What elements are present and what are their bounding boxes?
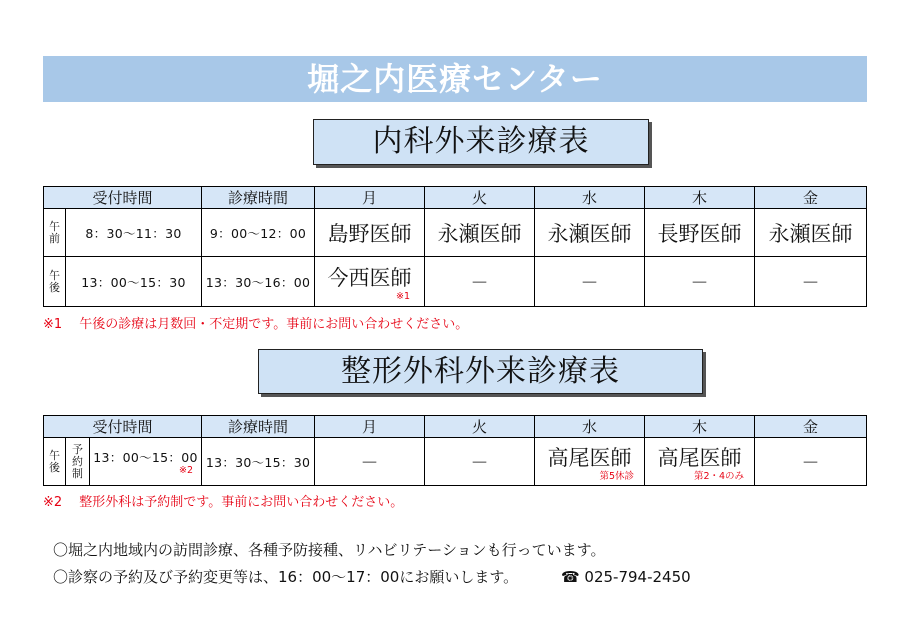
reservation-label: 予 約 制 — [66, 438, 90, 486]
internal-medicine-title: 内科外来診療表 — [313, 119, 649, 165]
pm-doctor-wed: － — [535, 257, 645, 307]
am-doctor-fri: 永瀬医師 — [755, 209, 867, 257]
phone-icon: ☎ — [560, 568, 580, 586]
header-reception-time: 受付時間 — [44, 187, 202, 209]
table-row-am — [44, 209, 867, 257]
ortho-doctor-mon: － — [315, 438, 425, 486]
pm-doctor-mon-cell — [315, 257, 425, 307]
ortho-doctor-thu-cell — [645, 438, 755, 486]
ortho-doctor-wed-cell — [535, 438, 645, 486]
am-doctor-wed: 永瀬医師 — [535, 209, 645, 257]
ortho-doctor-wed-note: 第5休診 — [599, 470, 635, 482]
header-wed: 水 — [535, 187, 645, 209]
ortho-pm-label: 午 後 — [44, 438, 66, 486]
ortho-doctor-thu: 高尾医師 — [657, 445, 742, 470]
phone-number: 025-794-2450 — [584, 568, 691, 586]
header-tue: 火 — [425, 187, 535, 209]
header-fri: 金 — [755, 187, 867, 209]
orthopedics-schedule-table — [43, 415, 867, 486]
phone-contact — [561, 568, 691, 586]
header-thu: 木 — [645, 416, 755, 438]
ortho-doctor-fri: － — [755, 438, 867, 486]
ortho-doctor-tue: － — [425, 438, 535, 486]
pm-doctor-mon: 今西医師 — [327, 265, 412, 290]
ortho-doctor-wed: 高尾医師 — [547, 445, 632, 470]
header-wed: 水 — [535, 416, 645, 438]
orthopedics-title: 整形外科外来診療表 — [258, 349, 703, 394]
pm-doctor-tue: － — [425, 257, 535, 307]
header-consult-time: 診療時間 — [202, 416, 315, 438]
pm-doctor-fri: － — [755, 257, 867, 307]
am-doctor-tue: 永瀬医師 — [425, 209, 535, 257]
center-name-banner: 堀之内医療センター — [43, 56, 867, 102]
am-label: 午 前 — [44, 209, 66, 257]
ortho-reception-note: ※2 — [179, 464, 194, 476]
orthopedics-footnote: ※2 整形外科は予約制です。事前にお問い合わせください。 — [43, 495, 404, 510]
table-row-pm — [44, 257, 867, 307]
header-reception-time: 受付時間 — [44, 416, 202, 438]
table-header-row — [44, 187, 867, 209]
am-reception-time: 8：30～11：30 — [66, 209, 202, 257]
internal-medicine-schedule-table — [43, 186, 867, 307]
internal-footnote: ※1 午後の診療は月数回・不定期です。事前にお問い合わせください。 — [43, 317, 469, 332]
ortho-reception-cell — [90, 438, 202, 486]
header-consult-time: 診療時間 — [202, 187, 315, 209]
header-mon: 月 — [315, 187, 425, 209]
table-row-pm — [44, 438, 867, 486]
header-thu: 木 — [645, 187, 755, 209]
info-line-reservation — [53, 566, 691, 587]
ortho-doctor-thu-note: 第2・4のみ — [693, 470, 745, 482]
pm-reception-time: 13：00～15：30 — [66, 257, 202, 307]
pm-label: 午 後 — [44, 257, 66, 307]
am-consult-time: 9：00～12：00 — [202, 209, 315, 257]
reservation-hours-text: 〇診察の予約及び予約変更等は、16：00～17：00にお願いします。 — [53, 568, 519, 586]
am-doctor-thu: 長野医師 — [645, 209, 755, 257]
ortho-consult-time: 13：30～15：30 — [202, 438, 315, 486]
table-header-row — [44, 416, 867, 438]
pm-doctor-thu: － — [645, 257, 755, 307]
header-tue: 火 — [425, 416, 535, 438]
header-fri: 金 — [755, 416, 867, 438]
pm-consult-time: 13：30～16：00 — [202, 257, 315, 307]
info-line-services: 〇堀之内地域内の訪問診療、各種予防接種、リハビリテーションも行っています。 — [53, 541, 606, 559]
pm-doctor-mon-note: ※1 — [396, 290, 411, 302]
am-doctor-mon: 島野医師 — [315, 209, 425, 257]
ortho-reception-time: 13：00～15：00 — [93, 449, 198, 465]
header-mon: 月 — [315, 416, 425, 438]
